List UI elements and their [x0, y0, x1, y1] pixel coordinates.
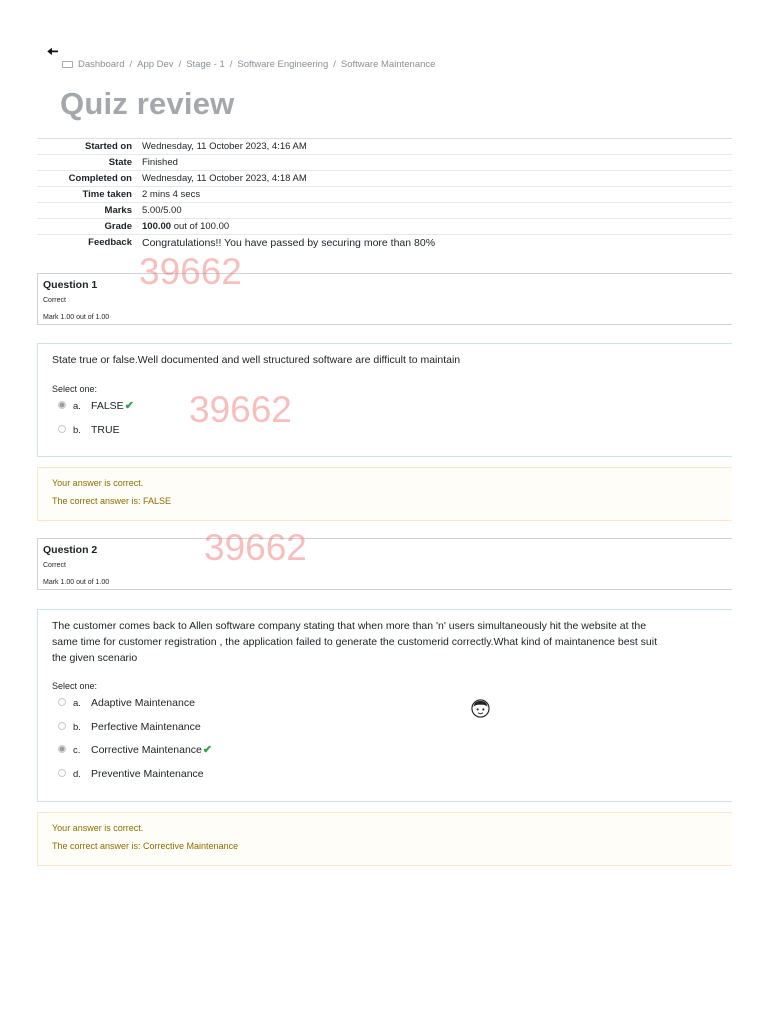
- option-letter: b.: [73, 425, 81, 436]
- option-a[interactable]: [58, 399, 134, 413]
- question-text: [52, 618, 657, 666]
- summary-row-grade: [37, 219, 732, 235]
- radio-button[interactable]: [58, 698, 66, 706]
- option-label: Perfective Maintenance: [91, 721, 201, 733]
- summary-row-started-on: [37, 139, 732, 155]
- summary-value: [137, 219, 732, 235]
- option-label: Preventive Maintenance: [91, 768, 204, 780]
- question-2-content: [37, 609, 732, 802]
- breadcrumb-app-dev[interactable]: App Dev: [137, 59, 174, 70]
- option-letter: c.: [73, 745, 81, 756]
- feedback-result: Your answer is correct.: [52, 823, 144, 833]
- question-state: Correct: [43, 562, 66, 569]
- option-label: FALSE: [91, 400, 124, 412]
- summary-value: 5.00/5.00: [137, 203, 732, 219]
- question-text-line: same time for customer registration , the application failed to generate the customerid correctly.What kind of maintanence best suit: [52, 636, 658, 648]
- summary-label: Time taken: [37, 187, 137, 203]
- select-one-label: Select one:: [52, 681, 98, 691]
- breadcrumb-separator: /: [333, 59, 336, 70]
- summary-row-marks: [37, 203, 732, 219]
- select-one-label: Select one:: [52, 384, 98, 394]
- feedback-correct-answer: The correct answer is: Corrective Maintenance: [52, 841, 239, 851]
- summary-label: Feedback: [37, 235, 137, 251]
- summary-label: Marks: [37, 203, 137, 219]
- question-1-content: [37, 343, 732, 457]
- page-title: Quiz review: [60, 86, 235, 121]
- summary-label: Grade: [37, 219, 137, 235]
- avatar-icon[interactable]: [471, 699, 490, 718]
- question-text-line: the given scenario: [52, 652, 138, 664]
- watermark: 39662: [204, 527, 307, 568]
- question-1-feedback: [37, 467, 732, 521]
- feedback-result: Your answer is correct.: [52, 478, 144, 488]
- question-2-info: [37, 538, 732, 590]
- breadcrumb-dashboard[interactable]: Dashboard: [78, 59, 125, 70]
- radio-button-checked[interactable]: [58, 745, 66, 753]
- breadcrumb-stage[interactable]: Stage - 1: [186, 59, 225, 70]
- option-b[interactable]: [58, 423, 120, 437]
- question-text-line: The customer comes back to Allen software company stating that when more than 'n' users simultaneously hit the website at the: [52, 620, 647, 632]
- summary-row-state: [37, 155, 732, 171]
- summary-value: Congratulations!! You have passed by securing more than 80%: [137, 235, 732, 251]
- question-2-feedback: [37, 812, 732, 866]
- summary-label: Completed on: [37, 171, 137, 187]
- summary-label: State: [37, 155, 137, 171]
- option-letter: a.: [73, 698, 81, 709]
- watermark: 39662: [189, 389, 292, 430]
- summary-row-time-taken: [37, 187, 732, 203]
- home-icon[interactable]: [62, 61, 73, 68]
- radio-button[interactable]: [58, 769, 66, 777]
- question-mark: Mark 1.00 out of 1.00: [43, 314, 110, 321]
- watermark: 39662: [139, 251, 242, 292]
- option-label: Adaptive Maintenance: [91, 697, 195, 709]
- breadcrumb-separator: /: [129, 59, 133, 70]
- breadcrumb-software-maintenance[interactable]: Software Maintenance: [340, 59, 436, 70]
- radio-button-checked[interactable]: [58, 401, 66, 409]
- question-number: Question 2: [43, 544, 98, 556]
- summary-row-completed-on: [37, 171, 732, 187]
- radio-button[interactable]: [58, 722, 66, 730]
- grade-out-of: out of 100.00: [171, 221, 230, 232]
- summary-label: Started on: [37, 139, 137, 155]
- option-letter: d.: [73, 769, 81, 780]
- quiz-summary-table: [37, 138, 732, 251]
- option-label: Corrective Maintenance: [91, 744, 202, 756]
- option-b[interactable]: [58, 720, 201, 734]
- question-text: State true or false.Well documented and well structured software are difficult to maintain: [52, 354, 461, 366]
- summary-value: 2 mins 4 secs: [137, 187, 732, 203]
- option-label: TRUE: [91, 424, 120, 436]
- breadcrumb-separator: /: [229, 59, 233, 70]
- breadcrumb-separator: /: [178, 59, 182, 70]
- summary-value: Finished: [137, 155, 732, 171]
- option-a[interactable]: [58, 696, 195, 710]
- question-state: Correct: [43, 297, 66, 304]
- summary-row-feedback: [37, 235, 732, 251]
- option-letter: a.: [73, 401, 81, 412]
- grade-value: 100.00: [142, 221, 172, 232]
- option-d[interactable]: [58, 767, 204, 781]
- back-arrow-icon[interactable]: 🠄: [47, 43, 59, 59]
- option-c[interactable]: [58, 743, 212, 757]
- summary-value: Wednesday, 11 October 2023, 4:18 AM: [137, 171, 732, 187]
- question-number: Question 1: [43, 279, 98, 291]
- summary-value: Wednesday, 11 October 2023, 4:16 AM: [137, 139, 732, 155]
- feedback-correct-answer: The correct answer is: FALSE: [52, 496, 172, 506]
- question-mark: Mark 1.00 out of 1.00: [43, 579, 110, 586]
- option-letter: b.: [73, 722, 81, 733]
- check-icon: ✔: [202, 744, 213, 756]
- radio-button[interactable]: [58, 425, 66, 433]
- check-icon: ✔: [124, 400, 134, 412]
- breadcrumb-software-engineering[interactable]: Software Engineering: [237, 59, 329, 70]
- breadcrumb: [62, 59, 435, 70]
